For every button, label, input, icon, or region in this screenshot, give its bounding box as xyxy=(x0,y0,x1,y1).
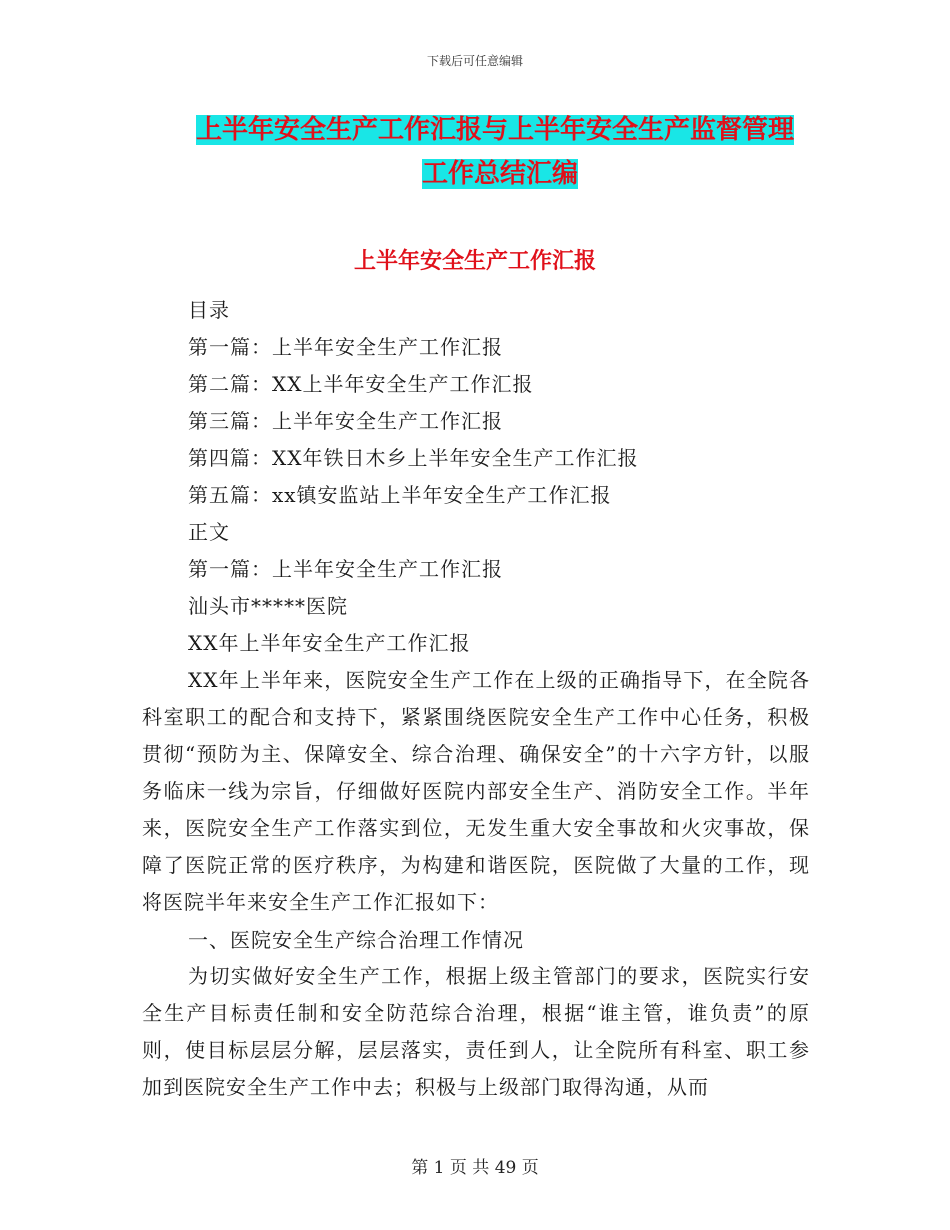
body-label: 正文 xyxy=(188,520,230,544)
report-title: XX年上半年安全生产工作汇报 xyxy=(188,631,471,655)
paragraph-2: 为切实做好安全生产工作，根据上级主管部门的要求，医院实行安全生产目标责任制和安全防范综合治理，根据“谁主管，谁负责”的原则，使目标层层分解，层层落实，责任到人，让全院所有科室、职工参加到医院安全生产工作中去；积极与上级部门取得沟通，从而 xyxy=(142,964,810,1099)
toc-item-5: 第五篇：xx镇安监站上半年安全生产工作汇报 xyxy=(188,483,612,507)
document-title-line2 xyxy=(120,152,880,196)
paragraph-1: XX年上半年来，医院安全生产工作在上级的正确指导下，在全院各科室职工的配合和支持下，紧紧围绕医院安全生产工作中心任务，积极贯彻“预防为主、保障安全、综合治理、确保安全”的十六字方针，以服务临床一线为宗旨，仔细做好医院内部安全生产、消防安全工作。半年来，医院安全生产工作落实到位，无发生重大安全事故和火灾事故，保障了医院正常的医疗秩序，为构建和谐医院，医院做了大量的工作，现将医院半年来安全生产工作汇报如下： xyxy=(142,668,810,914)
toc-heading: 目录 xyxy=(188,298,230,322)
organization-name: 汕头市*****医院 xyxy=(188,594,348,618)
document-title-line2-text: 工作总结汇编 xyxy=(421,159,578,189)
page-footer: 第 1 页 共 49 页 xyxy=(411,1158,539,1178)
toc-item-3: 第三篇：上半年安全生产工作汇报 xyxy=(188,409,503,433)
toc-item-4: 第四篇：XX年铁日木乡上半年安全生产工作汇报 xyxy=(188,446,639,470)
document-title-line1 xyxy=(170,108,830,152)
header-note: 下载后可任意编辑 xyxy=(426,54,523,68)
section-title: 上半年安全生产工作汇报 xyxy=(353,248,596,274)
toc-item-1: 第一篇：上半年安全生产工作汇报 xyxy=(188,335,503,359)
toc-item-2: 第二篇：XX上半年安全生产工作汇报 xyxy=(188,372,534,396)
document-title-line1-text: 上半年安全生产工作汇报与上半年安全生产监督管理 xyxy=(196,115,795,145)
subheading-1: 一、医院安全生产综合治理工作情况 xyxy=(188,928,524,952)
chapter-heading: 第一篇：上半年安全生产工作汇报 xyxy=(188,557,503,581)
